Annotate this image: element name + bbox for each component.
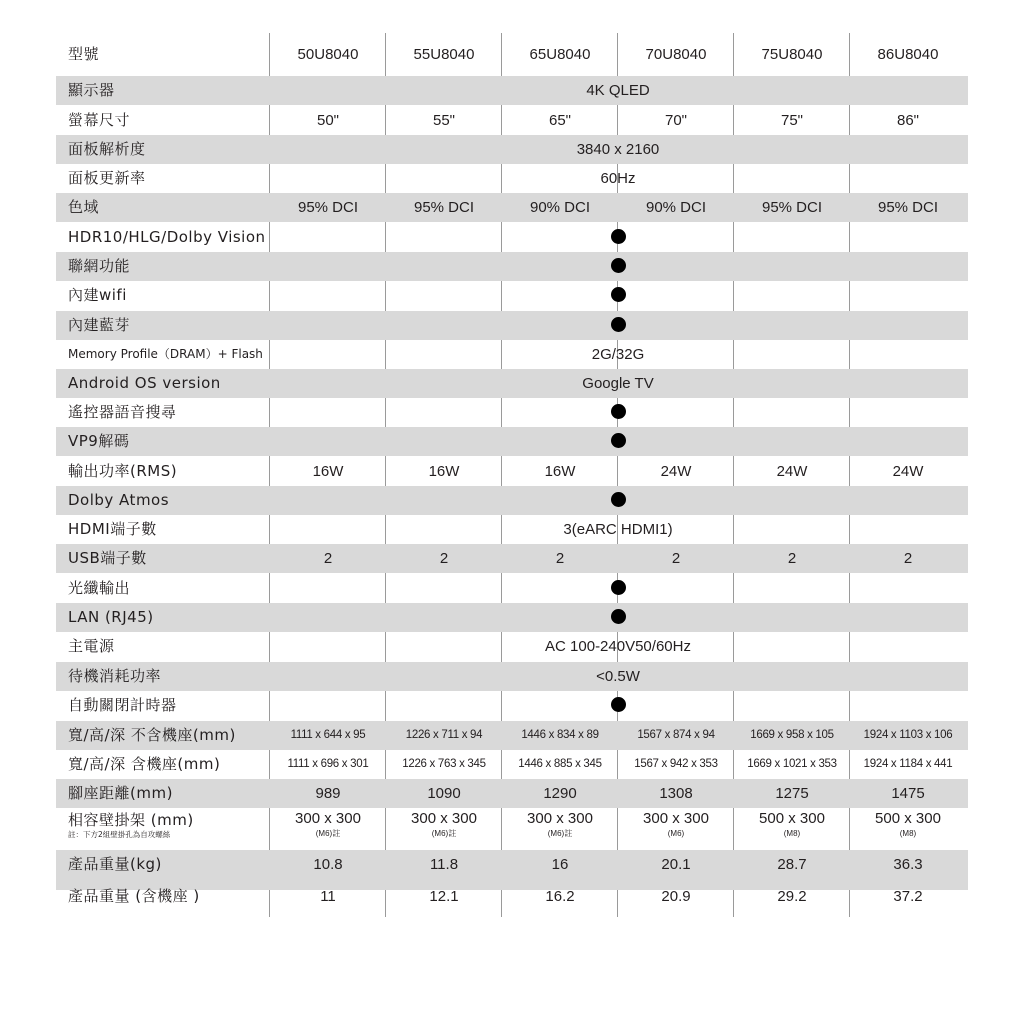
spec-label: 輸出功率(RMS) xyxy=(68,462,178,480)
supported-all-models xyxy=(270,574,966,603)
spec-value: 2 xyxy=(903,550,913,567)
spec-label: 產品重量(kg) xyxy=(68,855,162,873)
spec-value: 2 xyxy=(555,550,565,567)
supported-dot-icon xyxy=(611,697,626,712)
spec-value xyxy=(734,808,850,848)
spec-value-all-models: Google TV xyxy=(582,375,654,392)
spec-value: 90% DCI xyxy=(645,199,707,216)
spec-value: 1567 x 942 x 353 xyxy=(634,758,718,770)
spec-label: 待機消耗功率 xyxy=(68,667,162,685)
spec-value: 16W xyxy=(428,463,460,480)
spec-value: 11.8 xyxy=(429,856,459,873)
spec-value: 11 xyxy=(320,888,336,905)
supported-dot-icon xyxy=(611,317,626,332)
spec-value: 37.2 xyxy=(893,888,923,905)
spec-label: 光纖輸出 xyxy=(68,579,131,597)
spec-value: 95% DCI xyxy=(413,199,475,216)
spec-row xyxy=(56,398,968,427)
spec-label: 面板更新率 xyxy=(68,169,146,187)
spec-value-main: 300 x 300 xyxy=(527,810,593,827)
spec-label: Memory Profile（DRAM）+ Flash xyxy=(68,347,263,361)
spec-row xyxy=(56,106,968,135)
spec-row xyxy=(56,515,968,544)
spec-row xyxy=(56,603,968,632)
spec-value: 2 xyxy=(671,550,681,567)
spec-value xyxy=(270,808,386,848)
spec-value xyxy=(386,808,502,848)
spec-row xyxy=(56,193,968,222)
spec-row xyxy=(56,779,968,808)
supported-dot-icon xyxy=(611,287,626,302)
spec-row xyxy=(56,135,968,164)
spec-value: 24W xyxy=(776,463,808,480)
supported-dot-icon xyxy=(611,229,626,244)
spec-label: 腳座距離(mm) xyxy=(68,784,173,802)
spec-value: 1111 x 696 x 301 xyxy=(287,758,369,770)
spec-value: 90% DCI xyxy=(529,199,591,216)
spec-value-all-models: <0.5W xyxy=(596,668,640,685)
spec-value: 55" xyxy=(432,112,455,129)
header-label: 型號 xyxy=(68,45,100,63)
spec-value-all-models: 60Hz xyxy=(600,170,636,187)
spec-value: 1446 x 885 x 345 xyxy=(518,758,602,770)
spec-label: 螢幕尺寸 xyxy=(68,111,131,129)
spec-value: 95% DCI xyxy=(877,199,939,216)
spec-row xyxy=(56,76,968,105)
spec-value: 75" xyxy=(780,112,803,129)
spec-label: 內建wifi xyxy=(68,286,127,304)
spec-label: 遙控器語音搜尋 xyxy=(68,403,177,421)
spec-label: 產品重量 (含機座 ) xyxy=(68,887,200,905)
spec-value: 1924 x 1103 x 106 xyxy=(863,729,953,741)
spec-row xyxy=(56,311,968,340)
spec-value: 70" xyxy=(664,112,687,129)
spec-label: USB端子數 xyxy=(68,549,147,567)
spec-value: 86" xyxy=(896,112,919,129)
supported-dot-icon xyxy=(611,258,626,273)
spec-value-sub: (M6) xyxy=(667,829,685,838)
spec-value: 28.7 xyxy=(777,856,807,873)
spec-value-main: 300 x 300 xyxy=(643,810,709,827)
spec-value-main: 500 x 300 xyxy=(875,810,941,827)
spec-label: HDR10/HLG/Dolby Vision xyxy=(68,228,266,246)
spec-value: 20.9 xyxy=(661,888,691,905)
spec-label: 聯網功能 xyxy=(68,257,131,275)
spec-row xyxy=(56,662,968,691)
spec-label: LAN (RJ45) xyxy=(68,608,154,626)
supported-all-models xyxy=(270,398,966,427)
supported-all-models xyxy=(270,223,966,252)
spec-value: 24W xyxy=(892,463,924,480)
spec-value: 2 xyxy=(787,550,797,567)
spec-value: 989 xyxy=(315,785,341,802)
spec-value: 50" xyxy=(316,112,339,129)
supported-dot-icon xyxy=(611,492,626,507)
spec-value: 1111 x 644 x 95 xyxy=(290,729,366,741)
spec-row xyxy=(56,340,968,369)
spec-label: 寬/高/深 含機座(mm) xyxy=(68,755,221,773)
spec-label: 寬/高/深 不含機座(mm) xyxy=(68,726,236,744)
spec-label xyxy=(68,810,194,839)
spec-value: 1275 xyxy=(775,785,809,802)
spec-value: 95% DCI xyxy=(761,199,823,216)
spec-label: Android OS version xyxy=(68,374,221,392)
spec-value: 1308 xyxy=(659,785,693,802)
spec-value: 1090 xyxy=(427,785,461,802)
spec-value-sub: (M6)註 xyxy=(431,829,457,838)
supported-all-models xyxy=(270,252,966,281)
spec-label: 色域 xyxy=(68,198,100,216)
model-name: 65U8040 xyxy=(529,46,591,63)
model-name: 86U8040 xyxy=(877,46,939,63)
spec-row xyxy=(56,223,968,252)
spec-value: 16W xyxy=(312,463,344,480)
spec-value: 16W xyxy=(544,463,576,480)
spec-label: 內建藍芽 xyxy=(68,316,131,334)
spec-row xyxy=(56,486,968,515)
spec-row xyxy=(56,427,968,456)
spec-label: HDMI端子數 xyxy=(68,520,157,538)
spec-value: 95% DCI xyxy=(297,199,359,216)
spec-label: VP9解碼 xyxy=(68,432,130,450)
spec-value: 16 xyxy=(551,856,569,873)
spec-value: 1226 x 711 x 94 xyxy=(405,729,483,741)
header-row xyxy=(56,40,968,69)
spec-value-sub: (M6)註 xyxy=(547,829,573,838)
spec-row xyxy=(56,281,968,310)
spec-value: 65" xyxy=(548,112,571,129)
spec-label: Dolby Atmos xyxy=(68,491,170,509)
spec-row xyxy=(56,808,968,837)
spec-label: 顯示器 xyxy=(68,81,115,99)
model-name: 50U8040 xyxy=(297,46,359,63)
spec-value: 12.1 xyxy=(429,888,459,905)
spec-row xyxy=(56,721,968,750)
model-name: 70U8040 xyxy=(645,46,707,63)
spec-value: 36.3 xyxy=(893,856,923,873)
spec-value: 1567 x 874 x 94 xyxy=(637,729,715,741)
supported-dot-icon xyxy=(611,404,626,419)
supported-dot-icon xyxy=(611,433,626,448)
spec-row xyxy=(56,369,968,398)
spec-value: 1669 x 958 x 105 xyxy=(750,729,834,741)
model-name: 55U8040 xyxy=(413,46,475,63)
spec-value: 1226 x 763 x 345 xyxy=(402,758,486,770)
spec-row xyxy=(56,544,968,573)
spec-row xyxy=(56,252,968,281)
spec-value xyxy=(502,808,618,848)
spec-value-all-models: 4K QLED xyxy=(586,82,650,99)
spec-value: 20.1 xyxy=(661,856,691,873)
spec-value-main: 300 x 300 xyxy=(411,810,477,827)
spec-value: 16.2 xyxy=(545,888,575,905)
spec-row xyxy=(56,457,968,486)
spec-value: 1290 xyxy=(543,785,577,802)
spec-value-sub: (M8) xyxy=(783,829,801,838)
spec-row xyxy=(56,632,968,661)
spec-row xyxy=(56,882,968,911)
spec-label-note: 註：下方2組壁掛孔為自攻螺絲 xyxy=(68,830,171,839)
spec-row xyxy=(56,164,968,193)
spec-value-main: 500 x 300 xyxy=(759,810,825,827)
spec-label-main: 相容壁掛架 (mm) xyxy=(68,811,194,829)
spec-label: 主電源 xyxy=(68,637,115,655)
supported-all-models xyxy=(270,603,966,632)
spec-value xyxy=(618,808,734,848)
spec-value xyxy=(850,808,966,848)
supported-all-models xyxy=(270,311,966,340)
supported-dot-icon xyxy=(611,580,626,595)
spec-value-main: 300 x 300 xyxy=(295,810,361,827)
model-name: 75U8040 xyxy=(761,46,823,63)
spec-row xyxy=(56,691,968,720)
spec-label: 自動關閉計時器 xyxy=(68,696,177,714)
spec-value: 24W xyxy=(660,463,692,480)
supported-dot-icon xyxy=(611,609,626,624)
spec-label: 面板解析度 xyxy=(68,140,146,158)
spec-value: 2 xyxy=(323,550,333,567)
spec-value: 29.2 xyxy=(777,888,807,905)
spec-value: 1475 xyxy=(891,785,925,802)
supported-all-models xyxy=(270,486,966,515)
spec-value: 1446 x 834 x 89 xyxy=(521,729,599,741)
spec-row xyxy=(56,750,968,779)
spec-value-all-models: 2G/32G xyxy=(591,346,645,363)
spec-value-all-models: 3(eARC HDMI1) xyxy=(563,521,673,538)
supported-all-models xyxy=(270,691,966,720)
supported-all-models xyxy=(270,281,966,310)
spec-row xyxy=(56,574,968,603)
spec-value-all-models: AC 100-240V50/60Hz xyxy=(545,638,691,655)
spec-value: 10.8 xyxy=(313,856,343,873)
supported-all-models xyxy=(270,427,966,456)
spec-value-sub: (M6)註 xyxy=(315,829,341,838)
spec-value: 1669 x 1021 x 353 xyxy=(747,758,837,770)
spec-value-all-models: 3840 x 2160 xyxy=(576,141,660,158)
spec-value: 1924 x 1184 x 441 xyxy=(863,758,953,770)
spec-value-sub: (M8) xyxy=(899,829,917,838)
spec-value: 2 xyxy=(439,550,449,567)
